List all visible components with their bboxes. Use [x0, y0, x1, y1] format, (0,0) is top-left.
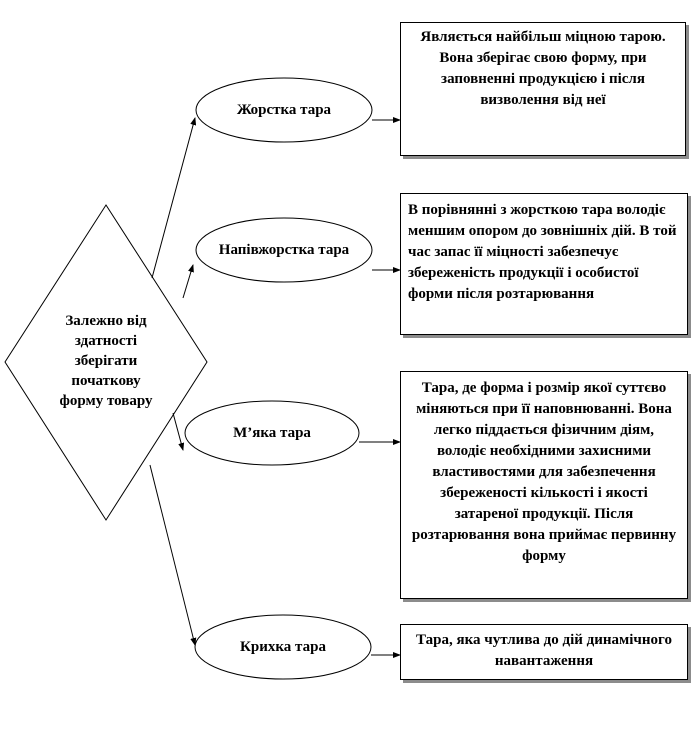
arrow-root-to-rigid — [152, 118, 195, 278]
arrow-root-to-soft — [173, 413, 183, 450]
root-label-text: Залежно від здатності зберігати початкову форму товару — [59, 313, 153, 409]
arrow-root-to-fragile — [150, 465, 195, 645]
description-box-rigid: Являється найбільш міцною тарою. Вона зберігає свою форму, при заповненні продукцією і після визволення від неї — [400, 22, 686, 156]
description-box-soft: Тара, де форма і розмір якої суттєво міняються при її наповнюванні. Вона легко піддається фізичним діям, володіє необхідними захисними властивостями для забезпечення збереженості кількості і якості затареної продукції. Після розтарювання вона приймає первинну форму — [400, 371, 688, 599]
root-label — [56, 286, 156, 436]
description-box-fragile: Тара, яка чутлива до дій динамічного навантаження — [400, 624, 688, 680]
ellipse-label-semirigid: Напівжорстка тара — [218, 242, 350, 258]
ellipse-label-rigid: Жорстка тара — [236, 102, 332, 118]
ellipse-label-soft: М’яка тара — [233, 425, 311, 441]
ellipse-label-fragile: Крихка тара — [240, 639, 326, 655]
description-box-semirigid: В порівнянні з жорсткою тара володіє меншим опором до зовнішніх дій. В той час запас її міцності забезпечує збереженість продукції і особистої форми після розтарювання — [400, 193, 688, 335]
arrow-root-to-semirigid — [183, 265, 193, 298]
